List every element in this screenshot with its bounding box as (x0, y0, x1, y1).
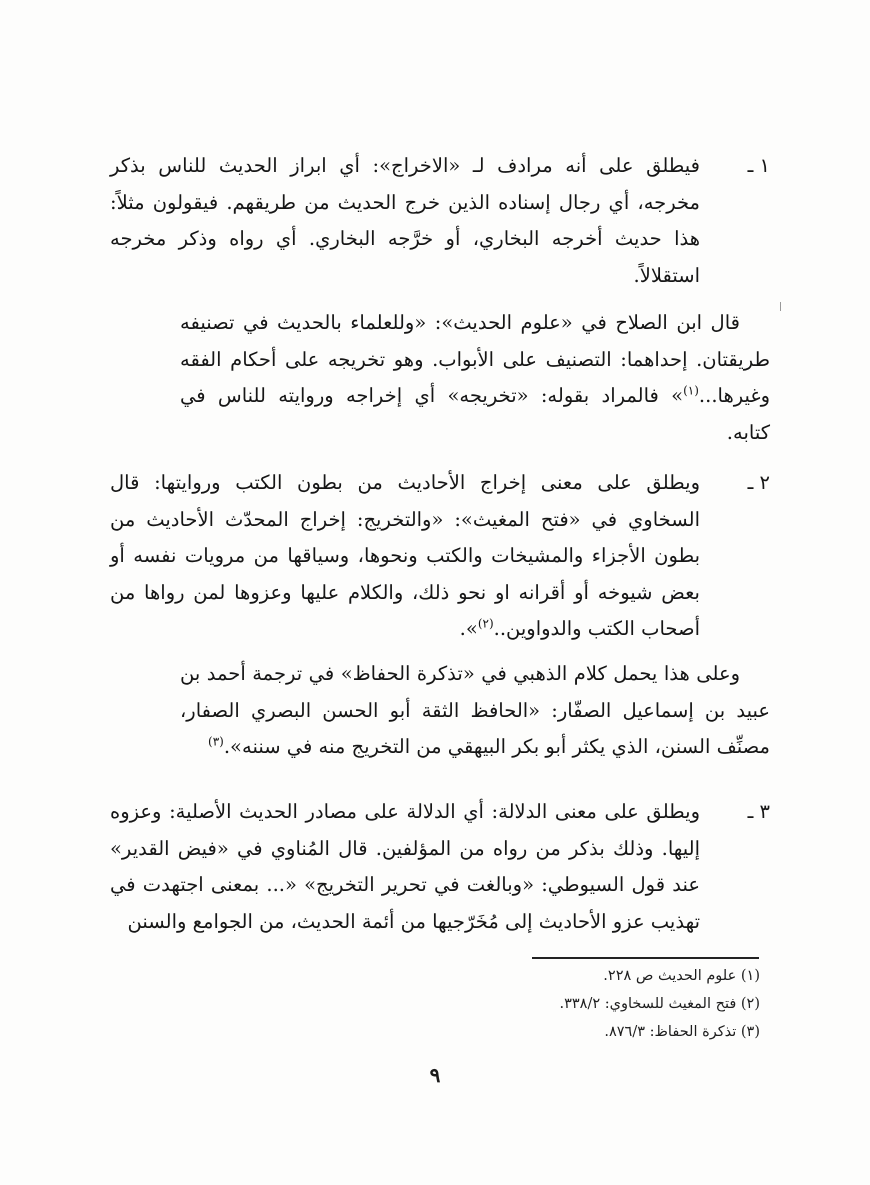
footnote-divider (532, 957, 759, 959)
paragraph-text-after: » فالمراد بقوله: «تخريجه» أي إخراجه وروايته للناس في كتابه. (180, 384, 770, 444)
item-text: ويطلق على معنى الدلالة: أي الدلالة على مصادر الحديث الأصلية: وعزوه إليها. وذلك بذكر من رواه من المؤلفين. قال المُناوي في «فيض القدير» عند قول السيوطي: «وبالغت في تحرير التخريج» «... بمعنى اجتهدت في تهذيب عزو الأحاديث إلى مُخَرّجيها من أئمة الحديث، من الجوامع والسنن (110, 800, 700, 933)
list-item-3 (110, 794, 770, 944)
item-number: ٢ ـ (747, 471, 770, 494)
list-item-2 (110, 465, 770, 655)
footnote-ref-1: (١) (683, 383, 699, 398)
item-number: ١ ـ (747, 154, 770, 177)
margin-mark (780, 302, 781, 311)
footnote-2: (٢) فتح المغيث للسخاوي: ٣٣٨/٢. (559, 996, 760, 1012)
paragraph-ibn-salah (180, 305, 770, 451)
paragraph-text-before: قال ابن الصلاح في «علوم الحديث»: «وللعلماء بالحديث في تصنيفه طريقتان. إحداهما: التصنيف على الأبواب. وهو تخريجه على أحكام الفقه وغيرها... (180, 311, 770, 407)
footnote-1: (١) علوم الحديث ص ٢٢٨. (603, 968, 760, 984)
item-text (110, 465, 700, 648)
footnotes (360, 962, 760, 1046)
list-item-1 (110, 148, 770, 298)
item-text: فيطلق على أنه مرادف لـ «الاخراج»: أي ابراز الحديث للناس بذكر مخرجه، أي رجال إسناده الذين خرج الحديث من طريقهم. فيقولون مثلاً: هذا حديث أخرجه البخاري، أو خرَّجه البخاري. أي رواه وذكر مخرجه استقلالاً. (110, 154, 700, 287)
footnote-ref-3: (٣) (208, 734, 224, 749)
item-text-body: ويطلق على معنى إخراج الأحاديث من بطون الكتب وروايتها: قال السخاوي في «فتح المغيث»: «والتخريج: إخراج المحدّث الأحاديث من بطون الأجزاء والمشيخات والكتب ونحوها، وسياقها من مرويات نفسه أو بعض شيوخه أو أقرانه او نحو ذلك، والكلام عليها وعزوها لمن رواها من أصحاب الكتب والدواوين.. (110, 471, 700, 640)
page-number: ٩ (429, 1063, 441, 1087)
item-number: ٣ ـ (747, 800, 770, 823)
item-text-tail: ». (459, 617, 478, 640)
footnote-3: (٣) تذكرة الحفاظ: ٨٧٦/٣. (604, 1024, 760, 1040)
paragraph-dhahabi (180, 656, 770, 766)
footnote-ref-2: (٢) (477, 616, 494, 631)
paragraph-text: وعلى هذا يحمل كلام الذهبي في «تذكرة الحفاظ» في ترجمة أحمد بن عبيد بن إسماعيل الصفّار: «الحافظ الثقة أبو الحسن البصري الصفار، مصنِّف السنن، الذي يكثر أبو بكر البيهقي من التخريج منه في سننه». (180, 662, 770, 758)
